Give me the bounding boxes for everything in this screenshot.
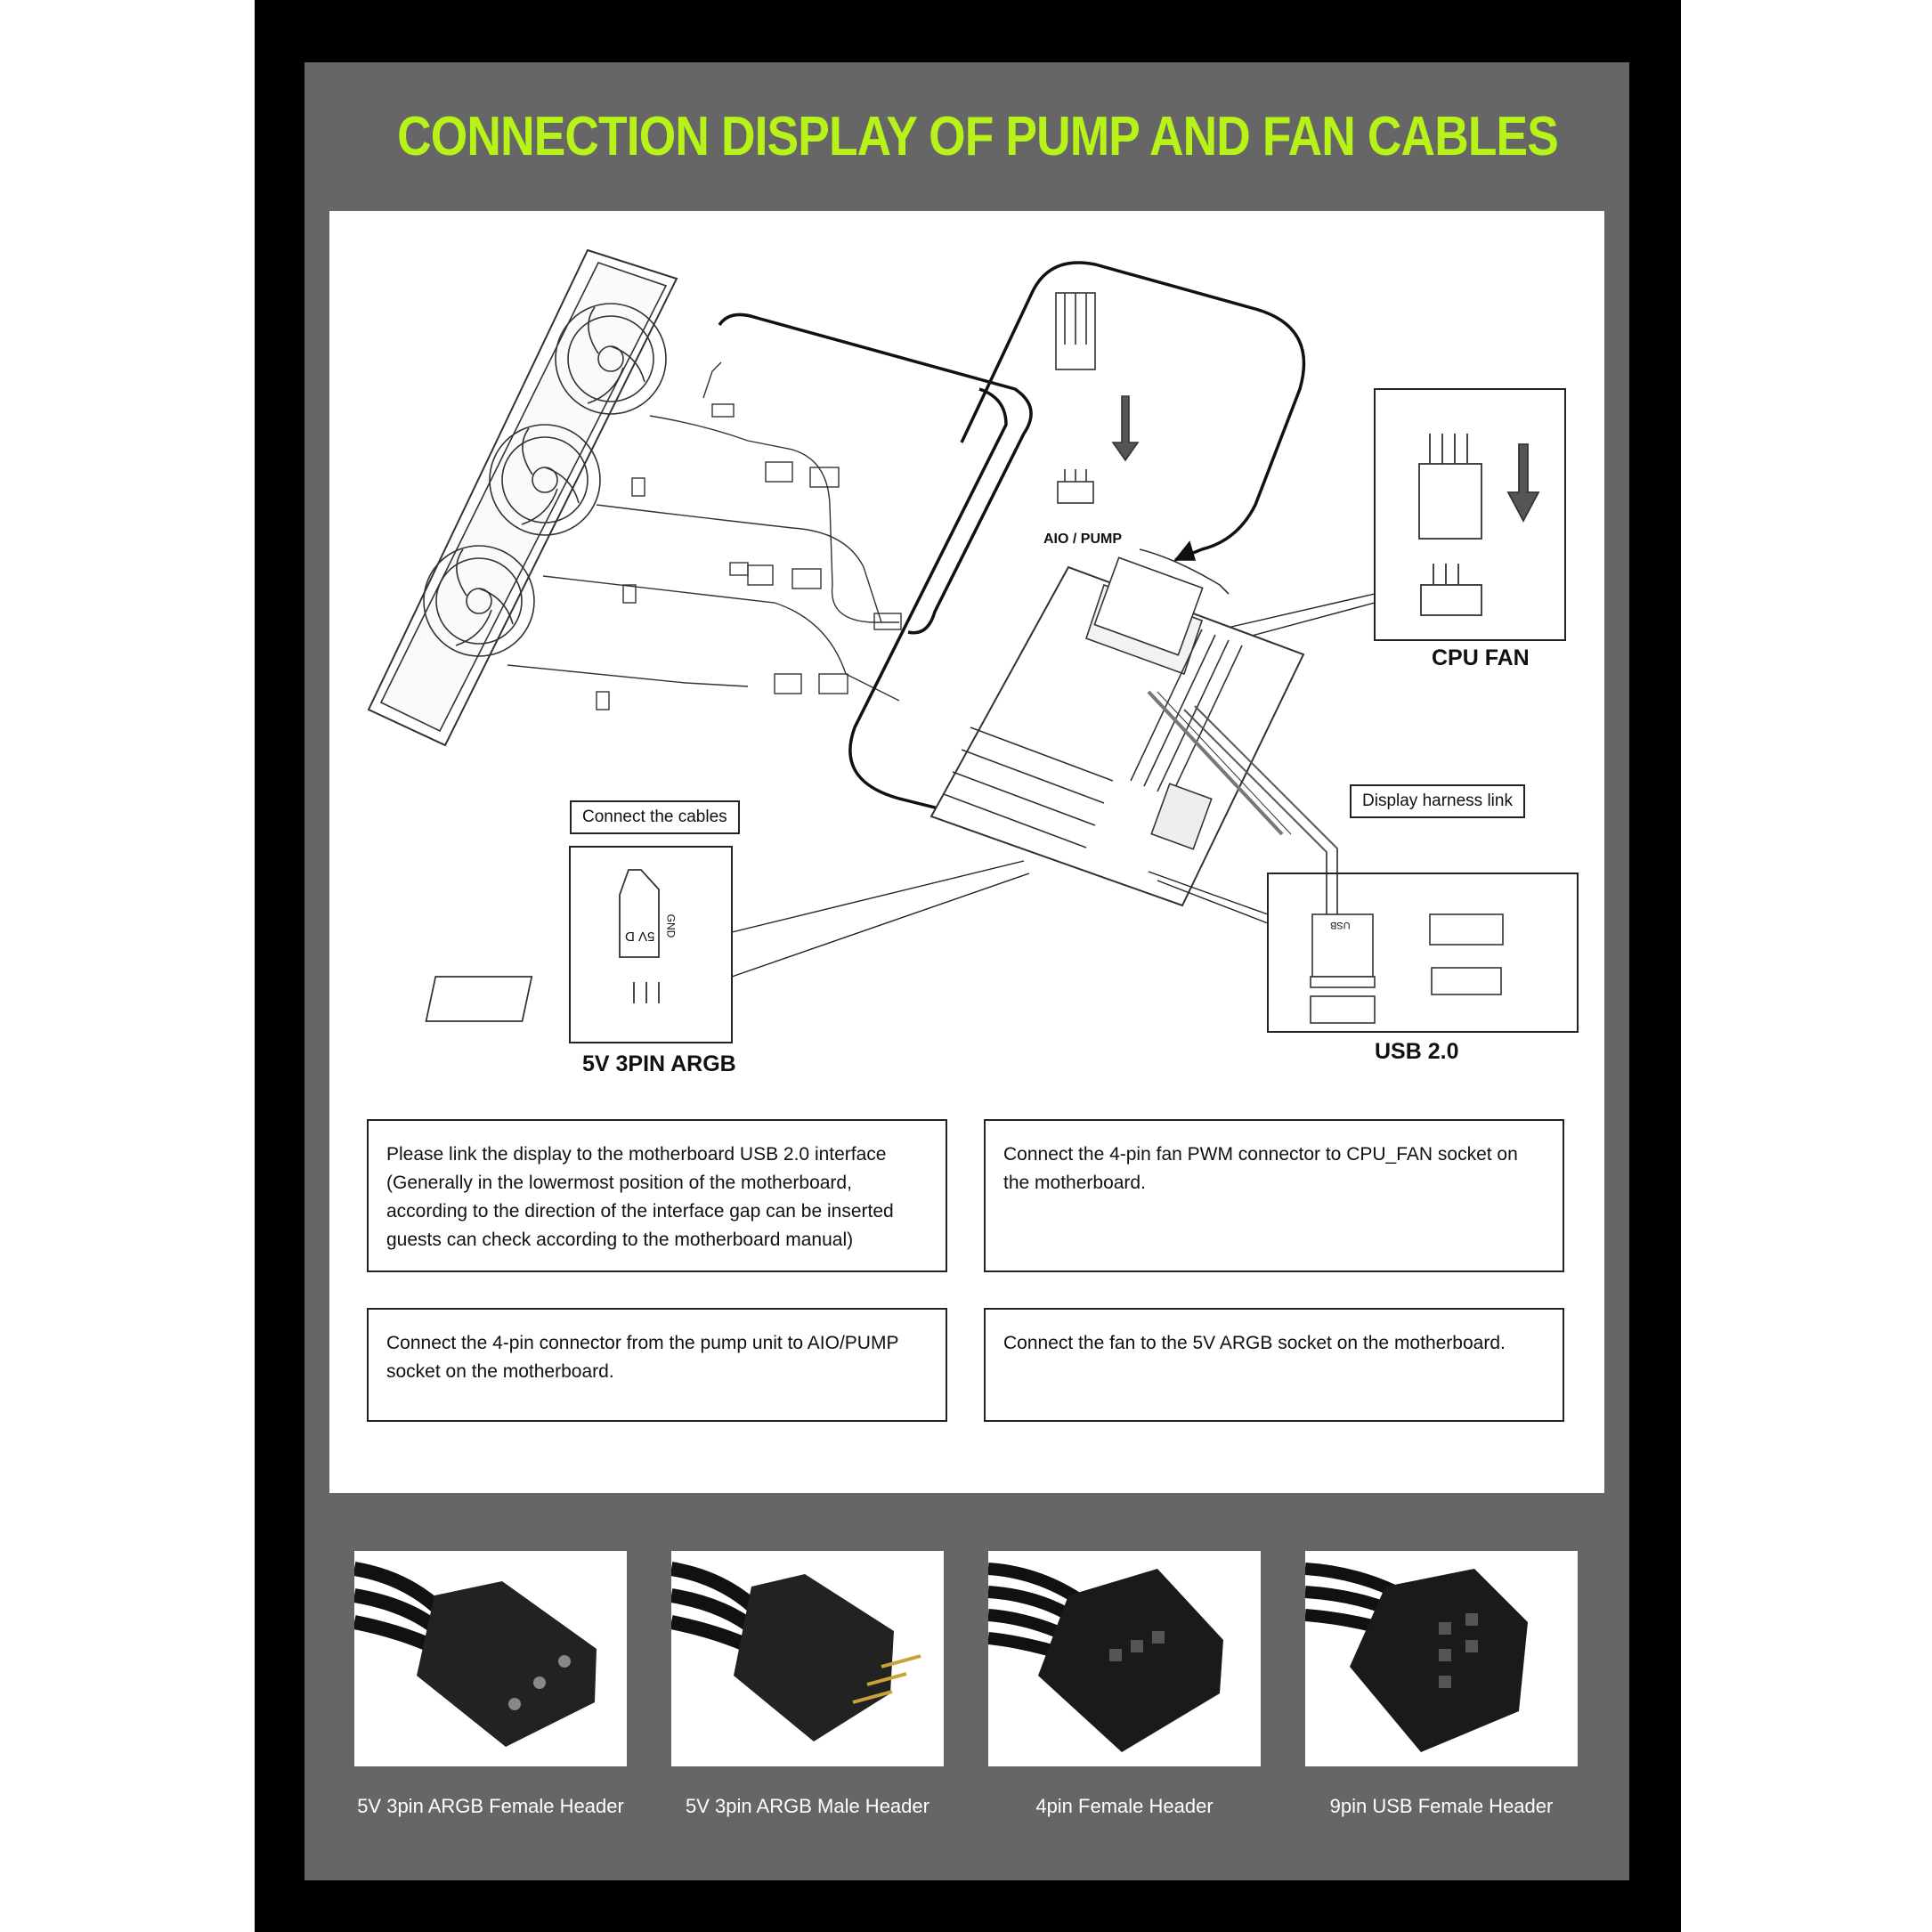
argb-male-photo [671,1551,944,1766]
aio-pump-header [1056,293,1138,503]
argb-header [426,870,659,1021]
4pin-female-photo [988,1551,1261,1766]
usb-mark-label: USB [1330,920,1351,930]
argb-female-photo [354,1551,627,1766]
note-argb: Connect the fan to the 5V ARGB socket on the motherboard. [984,1308,1564,1422]
cpu-fan-label: CPU FAN [1432,645,1530,670]
usb-headers [1311,914,1503,1023]
caption-9pin-usb: 9pin USB Female Header [1329,1795,1554,1817]
motherboard-illustration [931,549,1303,905]
cpu-fan-header [1419,434,1538,615]
pin-5vd-label: 5V D [625,929,655,944]
note-usb-display: Please link the display to the motherboard USB 2.0 interface (Generally in the lowermost position of the motherboard, according to the direction of the interface gap can be inserted guests can check according to the motherboard manual) [367,1119,947,1272]
note-pump: Connect the 4-pin connector from the pump unit to AIO/PUMP socket on the motherboard. [367,1308,947,1422]
argb-3pin-label: 5V 3PIN ARGB [582,1051,736,1076]
caption-argb-female: 5V 3pin ARGB Female Header [357,1795,624,1817]
radiator-illustration [369,250,677,745]
display-harness-label: Display harness link [1350,784,1525,818]
connect-cables-label: Connect the cables [570,800,740,834]
caption-4pin-female: 4pin Female Header [1035,1795,1214,1817]
pump-route [962,263,1303,560]
connection-diagram [329,211,1604,1493]
aio-pump-label: AIO / PUMP [1043,532,1123,547]
caption-argb-male: 5V 3pin ARGB Male Header [686,1795,929,1817]
diagram-drawing [329,211,1604,1493]
note-cpu-fan: Connect the 4-pin fan PWM connector to CPU_FAN socket on the motherboard. [984,1119,1564,1272]
9pin-usb-female-photo [1305,1551,1578,1766]
pin-gnd-label: GND [664,913,678,938]
page-title: CONNECTION DISPLAY OF PUMP AND FAN CABLES [397,106,1558,167]
usb-label: USB 2.0 [1375,1039,1459,1064]
